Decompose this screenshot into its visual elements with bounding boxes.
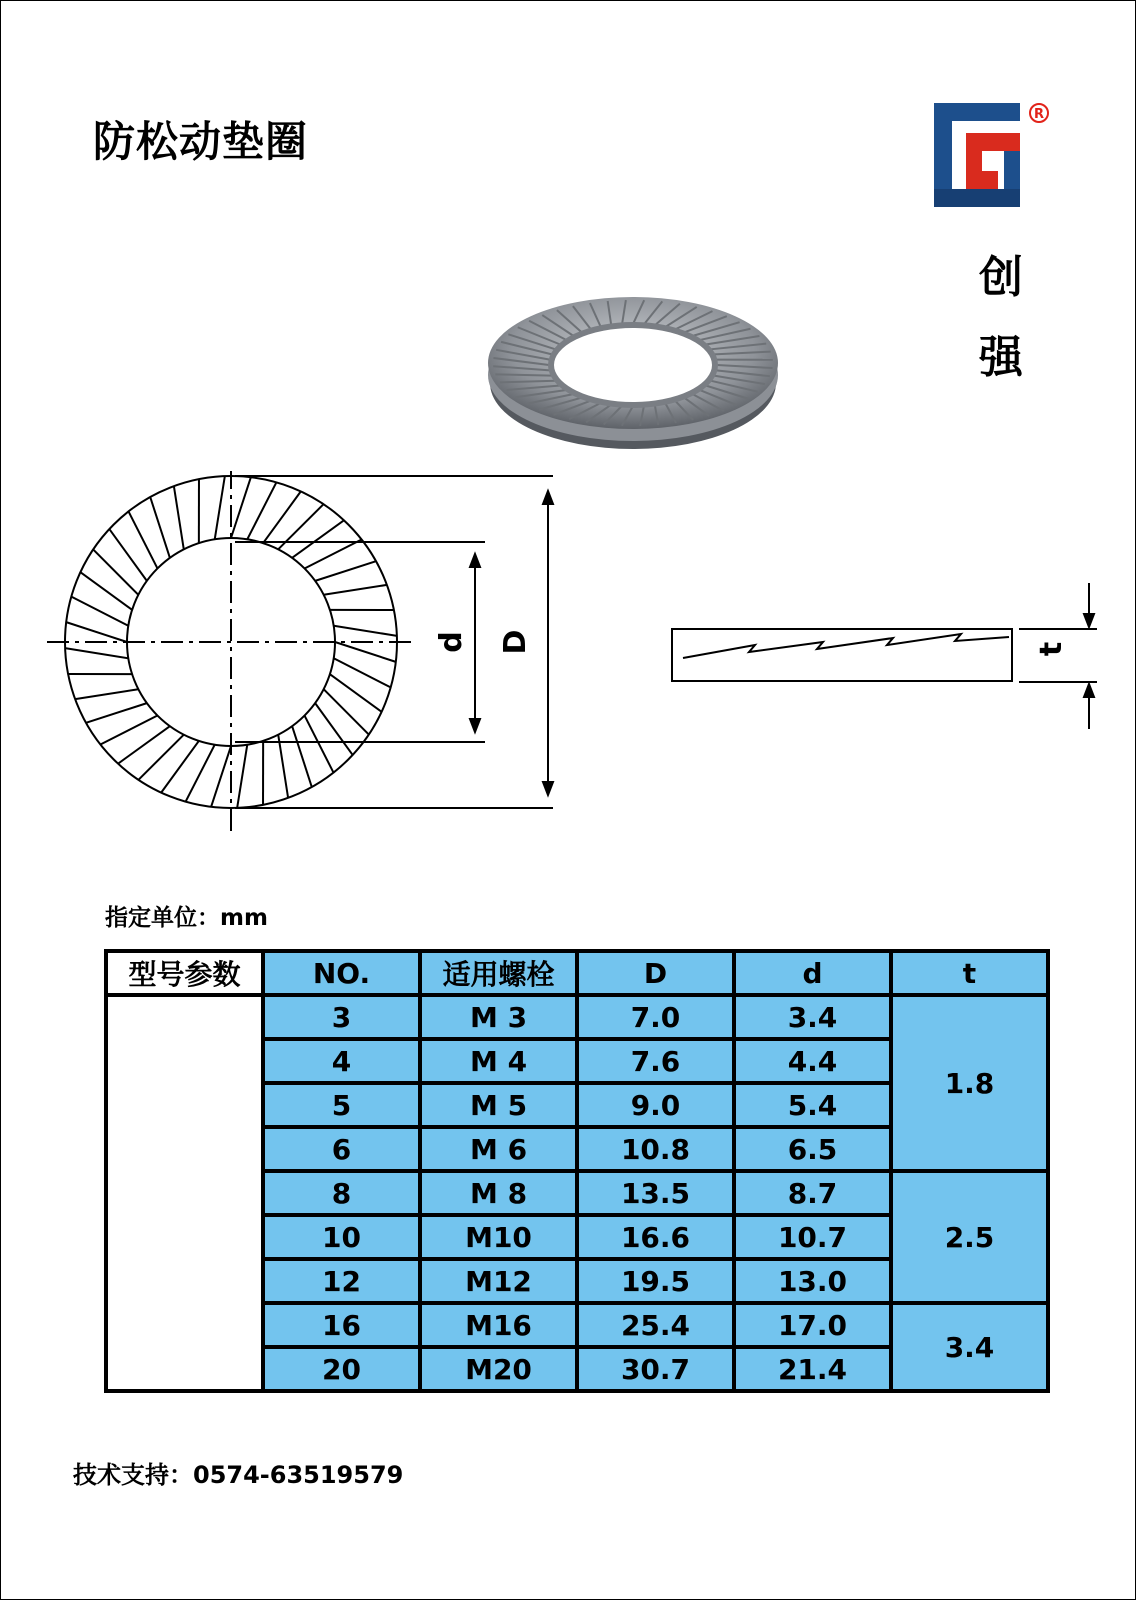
- company-logo-icon: [926, 99, 1054, 211]
- cell-t: 2.5: [891, 1171, 1048, 1303]
- technical-drawing: [1, 471, 1136, 841]
- serration-line: [66, 622, 127, 642]
- cell-d: 6.5: [734, 1127, 891, 1171]
- serration-line: [211, 746, 231, 807]
- cell-bolt: M 3: [420, 995, 577, 1039]
- brand-char-1: 创: [979, 252, 1023, 303]
- cell-bolt: M16: [420, 1303, 577, 1347]
- washer-photo: [483, 263, 783, 463]
- label-t: t: [1034, 641, 1069, 657]
- header-param: 型号参数: [106, 951, 263, 995]
- label-d: d: [434, 631, 469, 653]
- cell-d: 5.4: [734, 1083, 891, 1127]
- page-title: 防松动垫圈: [93, 117, 309, 166]
- cell-bolt: M20: [420, 1347, 577, 1391]
- cell-bolt: M10: [420, 1215, 577, 1259]
- cell-no: 3: [263, 995, 420, 1039]
- cell-no: 10: [263, 1215, 420, 1259]
- header-d: d: [734, 951, 891, 995]
- label-D: D: [498, 629, 533, 655]
- cell-d: 8.7: [734, 1171, 891, 1215]
- cell-D: 10.8: [577, 1127, 734, 1171]
- serration-line: [93, 549, 138, 594]
- cell-no: 8: [263, 1171, 420, 1215]
- brand-char-2: 强: [979, 332, 1023, 383]
- tech-support-line: 技术支持：0574-63519579: [73, 1461, 404, 1489]
- serration-line: [292, 726, 312, 787]
- cell-D: 7.0: [577, 995, 734, 1039]
- serration-line: [324, 585, 387, 595]
- cell-no: 5: [263, 1083, 420, 1127]
- cell-D: 9.0: [577, 1083, 734, 1127]
- serration-line: [231, 477, 251, 538]
- table-header-row: [106, 951, 1048, 995]
- cell-no: 20: [263, 1347, 420, 1391]
- cell-D: 7.6: [577, 1039, 734, 1083]
- unit-label: 指定单位：mm: [105, 905, 268, 931]
- serration-line: [86, 703, 147, 723]
- cell-d: 17.0: [734, 1303, 891, 1347]
- table-row: [106, 995, 1048, 1039]
- cell-no: 4: [263, 1039, 420, 1083]
- cell-bolt: M 6: [420, 1127, 577, 1171]
- cell-d: 4.4: [734, 1039, 891, 1083]
- cell-no: 6: [263, 1127, 420, 1171]
- cell-D: 13.5: [577, 1171, 734, 1215]
- cell-bolt: M 4: [420, 1039, 577, 1083]
- serration-line: [335, 642, 396, 662]
- serration-line: [315, 561, 376, 581]
- cell-bolt: M 8: [420, 1171, 577, 1215]
- serration-line: [215, 476, 225, 539]
- serration-line: [324, 689, 369, 734]
- cell-t: 1.8: [891, 995, 1048, 1171]
- serration-line: [138, 735, 183, 780]
- serration-line: [278, 735, 288, 798]
- cell-D: 25.4: [577, 1303, 734, 1347]
- cell-d: 21.4: [734, 1347, 891, 1391]
- header-bolt: 适用螺栓: [420, 951, 577, 995]
- cell-bolt: M 5: [420, 1083, 577, 1127]
- svg-text:R: R: [1033, 107, 1045, 122]
- serration-line: [237, 745, 247, 808]
- header-D: D: [577, 951, 734, 995]
- param-blank-cell: [106, 995, 263, 1391]
- serration-line: [150, 497, 170, 558]
- cell-D: 16.6: [577, 1215, 734, 1259]
- cell-d: 13.0: [734, 1259, 891, 1303]
- cell-d: 10.7: [734, 1215, 891, 1259]
- serration-line: [75, 689, 138, 699]
- cell-d: 3.4: [734, 995, 891, 1039]
- cell-no: 12: [263, 1259, 420, 1303]
- serration-line: [65, 648, 128, 658]
- cell-t: 3.4: [891, 1303, 1048, 1391]
- spec-table: [104, 949, 1050, 1393]
- cell-no: 16: [263, 1303, 420, 1347]
- header-no: NO.: [263, 951, 420, 995]
- cell-D: 30.7: [577, 1347, 734, 1391]
- header-t: t: [891, 951, 1048, 995]
- serration-line: [174, 486, 184, 549]
- cell-D: 19.5: [577, 1259, 734, 1303]
- serration-line: [334, 626, 397, 636]
- photo-tooth-line: [495, 374, 552, 375]
- cell-bolt: M12: [420, 1259, 577, 1303]
